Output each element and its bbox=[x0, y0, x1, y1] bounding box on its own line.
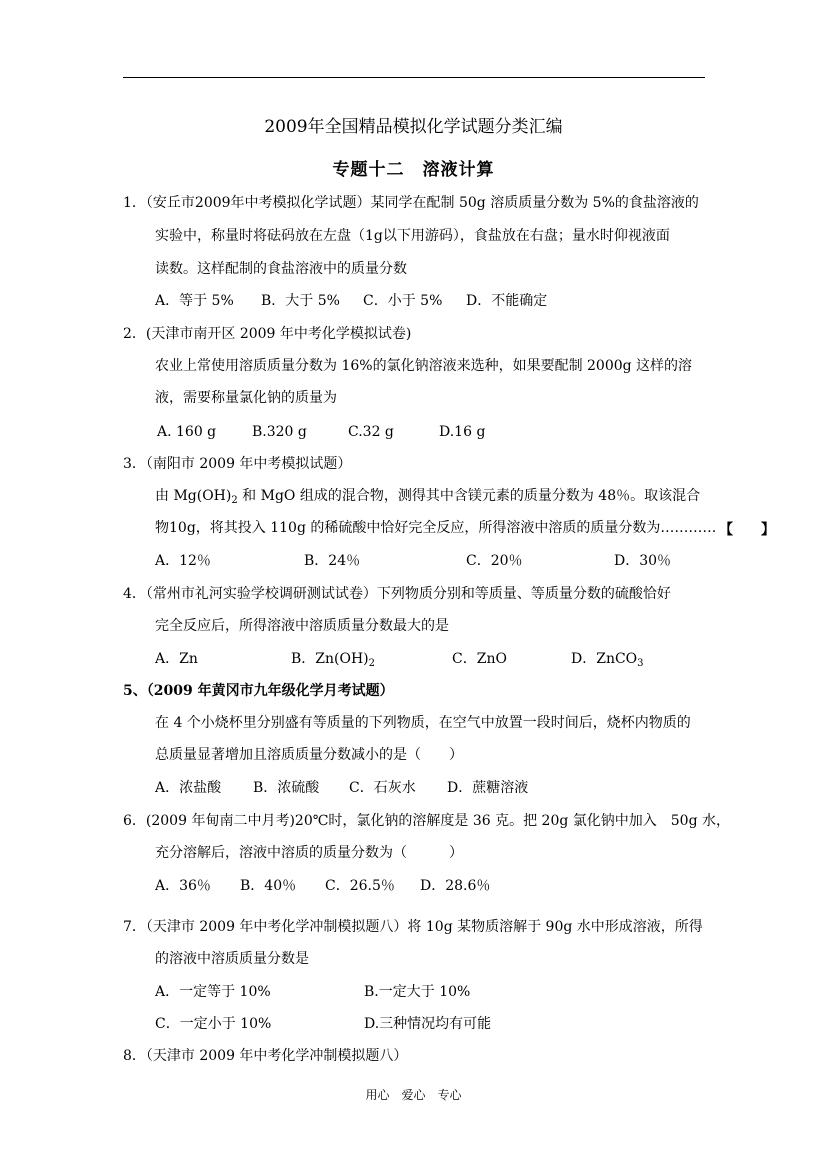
q3-line3: 物10g，将其投入 110g 的稀硫酸中恰好完全反应，所得溶液中溶质的质量分数为………… bbox=[155, 520, 717, 536]
q4-option-d-text: D．ZnCO bbox=[571, 651, 638, 667]
q1-option-d: D．不能确定 bbox=[466, 293, 548, 309]
q6-option-d: D．28.6％ bbox=[420, 878, 491, 894]
q3-line1: 3．（南阳市 2009 年中考模拟试题） bbox=[123, 456, 352, 472]
q7-line2: 的溶液中溶质质量分数是 bbox=[155, 951, 309, 967]
q4-option-b-text: B．Zn(OH) bbox=[291, 651, 369, 667]
q5-option-d: D．蔗糖溶液 bbox=[447, 780, 529, 796]
q6-option-a: A．36％ bbox=[155, 878, 211, 894]
q7-option-c: C．一定小于 10% bbox=[155, 1016, 272, 1032]
q6-option-b: B．40％ bbox=[240, 878, 297, 894]
q6-line2: 充分溶解后，溶液中溶质的质量分数为（ ） bbox=[155, 845, 463, 861]
q3-line2 bbox=[155, 487, 700, 505]
header-rule bbox=[123, 77, 705, 78]
page-footer: 用心 爱心 专心 bbox=[365, 1088, 462, 1102]
q3-option-d: D．30％ bbox=[614, 553, 672, 569]
q2-line3: 液，需要称量氯化钠的质量为 bbox=[155, 390, 337, 406]
q4-option-b-subscript: 2 bbox=[368, 658, 376, 669]
q1-line2: 实验中，称量时将砝码放在左盘（1g以下用游码），食盐放在右盘；量水时仰视液面 bbox=[155, 228, 670, 244]
q2-option-d: D.16 g bbox=[439, 424, 486, 440]
q4-option-c: C．ZnO bbox=[452, 651, 507, 667]
q3-line2-subscript: 2 bbox=[231, 495, 238, 506]
document-title: 2009年全国精品模拟化学试题分类汇编 bbox=[264, 117, 563, 137]
q6-option-c: C．26.5％ bbox=[325, 878, 395, 894]
q1-option-c: C．小于 5% bbox=[363, 293, 443, 309]
q3-line2-end: 和 MgO 组成的混合物，测得其中含镁元素的质量分数为 48％。取该混合 bbox=[237, 488, 701, 504]
q4-option-a: A．Zn bbox=[155, 651, 198, 667]
q4-option-d-subscript: 3 bbox=[637, 658, 644, 669]
q2-option-b: B.320 g bbox=[252, 424, 307, 440]
q5-line1: 5、（2009 年黄冈市九年级化学月考试题） bbox=[123, 683, 394, 699]
section-title: 专题十二 溶液计算 bbox=[332, 160, 495, 180]
q4-option-b bbox=[291, 650, 375, 668]
q1-option-b: B．大于 5% bbox=[261, 293, 340, 309]
q5-option-b: B．浓硫酸 bbox=[253, 780, 320, 796]
q4-line2: 完全反应后，所得溶液中溶质质量分数最大的是 bbox=[155, 618, 449, 634]
q4-option-d bbox=[571, 650, 644, 668]
q1-line3: 读数。这样配制的食盐溶液中的质量分数 bbox=[155, 261, 407, 277]
q2-option-a: A. 160 g bbox=[157, 424, 217, 440]
q3-option-b: B．24％ bbox=[304, 553, 361, 569]
q5-line3: 总质量显著增加且溶质质量分数减小的是（ ） bbox=[155, 747, 463, 763]
q3-answer-bracket: 【 】 bbox=[719, 522, 775, 538]
q8-line1: 8．（天津市 2009 年中考化学冲制模拟题八） bbox=[123, 1048, 408, 1064]
q5-option-c: C．石灰水 bbox=[349, 780, 416, 796]
q2-line1: 2．(天津市南开区 2009 年中考化学模拟试卷) bbox=[123, 326, 412, 342]
q4-line1: 4．（常州市礼河实验学校调研测试试卷）下列物质分别和等质量、等质量分数的硫酸恰好 bbox=[123, 586, 671, 602]
q2-option-c: C.32 g bbox=[348, 424, 394, 440]
q5-option-a: A．浓盐酸 bbox=[155, 780, 222, 796]
q1-line1: 1．（安丘市2009年中考模拟化学试题）某同学在配制 50g 溶质质量分数为 5%的食盐溶液的 bbox=[123, 195, 699, 211]
q7-line1: 7．（天津市 2009 年中考化学冲制模拟题八）将 10g 某物质溶解于 90g 水中形成溶液，所得 bbox=[123, 919, 703, 935]
q7-option-a: A．一定等于 10% bbox=[155, 984, 271, 1000]
q5-line2: 在 4 个小烧杯里分别盛有等质量的下列物质，在空气中放置一段时间后，烧杯内物质的 bbox=[155, 715, 691, 731]
q6-line1: 6．(2009 年甸南二中月考)20℃时，氯化钠的溶解度是 36 克。把 20g 氯化钠中加入 50g 水， bbox=[123, 813, 731, 829]
q7-option-b: B.一定大于 10% bbox=[364, 984, 471, 1000]
q2-line2: 农业上常使用溶质质量分数为 16%的氯化钠溶液来选种，如果要配制 2000g 这样的溶 bbox=[155, 358, 693, 374]
q1-option-a: A．等于 5% bbox=[155, 293, 234, 309]
q3-option-a: A．12％ bbox=[155, 553, 211, 569]
q3-line2-start: 由 Mg(OH) bbox=[155, 488, 232, 504]
q3-option-c: C．20％ bbox=[466, 553, 523, 569]
q7-option-d: D.三种情况均有可能 bbox=[364, 1016, 492, 1032]
